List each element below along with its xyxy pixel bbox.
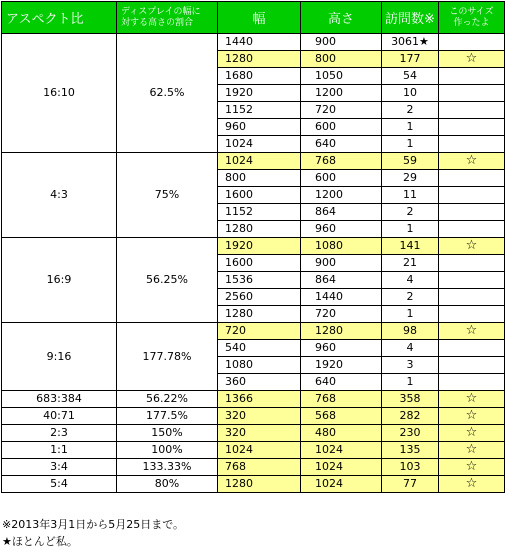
footnote-period: ※2013年3月1日から5月25日まで。 [2, 518, 184, 531]
made-cell [439, 272, 505, 289]
visits-cell: 2 [382, 204, 439, 221]
visits-cell: 21 [382, 255, 439, 272]
made-cell [439, 85, 505, 102]
height-ratio-cell: 100% [117, 442, 218, 459]
table-row [2, 442, 505, 459]
table-row [2, 476, 505, 493]
height-cell: 1440 [301, 289, 382, 306]
aspect-ratio-cell: 4:3 [2, 153, 117, 238]
height-cell: 960 [301, 340, 382, 357]
height-cell: 768 [301, 153, 382, 170]
width-cell: 1280 [218, 51, 301, 68]
height-ratio-cell: 177.5% [117, 408, 218, 425]
width-cell: 1080 [218, 357, 301, 374]
width-cell: 1280 [218, 476, 301, 493]
width-cell: 1280 [218, 221, 301, 238]
made-cell [439, 374, 505, 391]
table-row [2, 408, 505, 425]
width-cell: 540 [218, 340, 301, 357]
visits-cell: 3 [382, 357, 439, 374]
width-cell: 1152 [218, 102, 301, 119]
height-cell: 768 [301, 391, 382, 408]
height-cell: 1024 [301, 442, 382, 459]
made-cell [439, 289, 505, 306]
height-cell: 1200 [301, 187, 382, 204]
aspect-ratio-cell: 3:4 [2, 459, 117, 476]
made-cell [439, 204, 505, 221]
height-cell: 720 [301, 102, 382, 119]
aspect-ratio-cell: 2:3 [2, 425, 117, 442]
visits-cell: 11 [382, 187, 439, 204]
header-height-ratio-line2: 対する高さの割合 [121, 17, 194, 28]
table-row [2, 323, 505, 340]
footnotes [2, 516, 184, 550]
width-cell: 360 [218, 374, 301, 391]
height-ratio-cell: 56.22% [117, 391, 218, 408]
height-cell: 800 [301, 51, 382, 68]
width-cell: 800 [218, 170, 301, 187]
visits-cell: 103 [382, 459, 439, 476]
width-cell: 1600 [218, 187, 301, 204]
width-cell: 1680 [218, 68, 301, 85]
made-cell: ☆ [439, 442, 505, 459]
height-cell: 1920 [301, 357, 382, 374]
table-row [2, 459, 505, 476]
made-cell [439, 34, 505, 51]
width-cell: 1600 [218, 255, 301, 272]
header-made-line1: このサイズ [449, 6, 494, 17]
made-cell [439, 187, 505, 204]
aspect-ratio-cell: 1:1 [2, 442, 117, 459]
made-cell [439, 340, 505, 357]
made-cell [439, 136, 505, 153]
width-cell: 2560 [218, 289, 301, 306]
made-cell [439, 102, 505, 119]
made-cell: ☆ [439, 408, 505, 425]
width-cell: 1280 [218, 306, 301, 323]
height-cell: 900 [301, 255, 382, 272]
header-height-ratio-line1: ディスプレイの幅に [121, 6, 201, 17]
aspect-ratio-cell: 16:10 [2, 34, 117, 153]
visits-cell: 177 [382, 51, 439, 68]
height-cell: 864 [301, 204, 382, 221]
height-ratio-cell: 75% [117, 153, 218, 238]
height-ratio-cell: 56.25% [117, 238, 218, 323]
visits-cell: 1 [382, 221, 439, 238]
visits-cell: 1 [382, 374, 439, 391]
header-height-ratio [117, 2, 218, 34]
visits-cell: 141 [382, 238, 439, 255]
made-cell: ☆ [439, 459, 505, 476]
made-cell [439, 68, 505, 85]
width-cell: 320 [218, 408, 301, 425]
made-cell: ☆ [439, 153, 505, 170]
width-cell: 1440 [218, 34, 301, 51]
height-cell: 1080 [301, 238, 382, 255]
width-cell: 720 [218, 323, 301, 340]
width-cell: 960 [218, 119, 301, 136]
visits-cell: 135 [382, 442, 439, 459]
table-row [2, 34, 505, 51]
height-ratio-cell: 133.33% [117, 459, 218, 476]
width-cell: 1920 [218, 85, 301, 102]
made-cell [439, 357, 505, 374]
height-ratio-cell: 150% [117, 425, 218, 442]
height-cell: 1050 [301, 68, 382, 85]
header-made-line2: 作ったよ [453, 17, 490, 28]
header-height: 高さ [301, 2, 382, 34]
visits-cell: 98 [382, 323, 439, 340]
width-cell: 1024 [218, 136, 301, 153]
visits-cell: 1 [382, 136, 439, 153]
visits-cell: 1 [382, 119, 439, 136]
visits-cell: 282 [382, 408, 439, 425]
made-cell: ☆ [439, 51, 505, 68]
width-cell: 1920 [218, 238, 301, 255]
header-width: 幅 [218, 2, 301, 34]
visits-cell: 29 [382, 170, 439, 187]
height-cell: 1024 [301, 476, 382, 493]
width-cell: 1152 [218, 204, 301, 221]
header-row [2, 2, 505, 34]
height-ratio-cell: 80% [117, 476, 218, 493]
made-cell: ☆ [439, 391, 505, 408]
visits-cell: 358 [382, 391, 439, 408]
table-row [2, 425, 505, 442]
made-cell [439, 170, 505, 187]
made-cell [439, 306, 505, 323]
visits-cell: 10 [382, 85, 439, 102]
visits-cell: 2 [382, 102, 439, 119]
height-cell: 640 [301, 136, 382, 153]
height-cell: 960 [301, 221, 382, 238]
made-cell [439, 119, 505, 136]
visits-cell: 77 [382, 476, 439, 493]
aspect-ratio-cell: 40:71 [2, 408, 117, 425]
aspect-ratio-cell: 5:4 [2, 476, 117, 493]
height-ratio-cell: 62.5% [117, 34, 218, 153]
aspect-ratio-cell: 9:16 [2, 323, 117, 391]
visits-cell: 1 [382, 306, 439, 323]
visits-cell: 59 [382, 153, 439, 170]
made-cell: ☆ [439, 425, 505, 442]
header-made [439, 2, 505, 34]
width-cell: 1024 [218, 442, 301, 459]
height-cell: 1200 [301, 85, 382, 102]
height-cell: 568 [301, 408, 382, 425]
height-cell: 640 [301, 374, 382, 391]
height-cell: 720 [301, 306, 382, 323]
visits-cell: 3061★ [382, 34, 439, 51]
made-cell: ☆ [439, 238, 505, 255]
width-cell: 1536 [218, 272, 301, 289]
table-row [2, 238, 505, 255]
height-cell: 600 [301, 170, 382, 187]
width-cell: 320 [218, 425, 301, 442]
made-cell [439, 221, 505, 238]
height-cell: 1024 [301, 459, 382, 476]
width-cell: 768 [218, 459, 301, 476]
height-cell: 1280 [301, 323, 382, 340]
aspect-ratio-cell: 683:384 [2, 391, 117, 408]
made-cell: ☆ [439, 476, 505, 493]
header-visits: 訪問数※ [382, 2, 439, 34]
height-ratio-cell: 177.78% [117, 323, 218, 391]
height-cell: 900 [301, 34, 382, 51]
visits-cell: 230 [382, 425, 439, 442]
made-cell [439, 255, 505, 272]
visits-cell: 4 [382, 340, 439, 357]
header-aspect-ratio: アスペクト比 [2, 2, 117, 34]
visits-cell: 54 [382, 68, 439, 85]
height-cell: 600 [301, 119, 382, 136]
footnote-self: ★ほとんど私。 [2, 535, 78, 548]
table-body [2, 34, 505, 493]
table-row [2, 391, 505, 408]
height-cell: 480 [301, 425, 382, 442]
visits-cell: 2 [382, 289, 439, 306]
made-cell: ☆ [439, 323, 505, 340]
height-cell: 864 [301, 272, 382, 289]
width-cell: 1024 [218, 153, 301, 170]
table-row [2, 153, 505, 170]
resolution-table [1, 1, 505, 493]
visits-cell: 4 [382, 272, 439, 289]
width-cell: 1366 [218, 391, 301, 408]
aspect-ratio-cell: 16:9 [2, 238, 117, 323]
